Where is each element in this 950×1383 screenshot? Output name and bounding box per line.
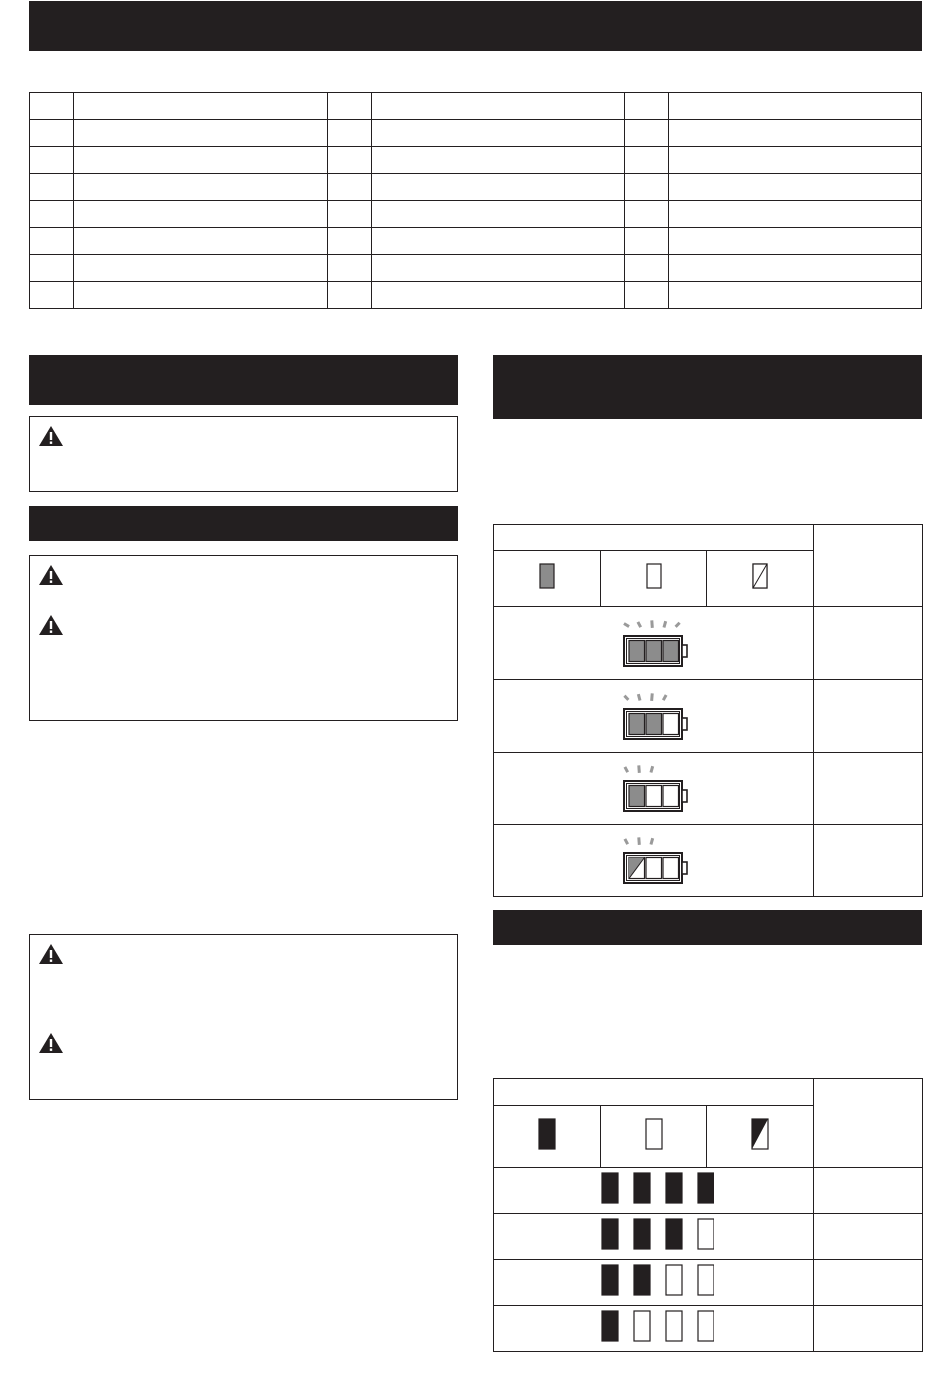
- blink-ray: [624, 839, 627, 844]
- page-header-bar: [29, 1, 922, 51]
- table-cell: [73, 228, 327, 255]
- right-section1-title: [493, 355, 922, 383]
- indicator-row-3: [494, 753, 814, 825]
- table-cell: [625, 147, 669, 174]
- lamp-table-header: [494, 1079, 814, 1106]
- table-cell: [625, 174, 669, 201]
- warning-icon: [38, 564, 64, 586]
- lamp-lit: [602, 1311, 618, 1341]
- left-section2-bar: [29, 506, 458, 541]
- lamp-row-4: [494, 1306, 814, 1352]
- warning-box-1: [29, 416, 458, 492]
- warning-icon: [38, 1032, 64, 1054]
- lamp-lit: [634, 1173, 650, 1203]
- table-row: [30, 147, 922, 174]
- table-cell: [73, 255, 327, 282]
- lamps-2-lit-icon: [594, 1262, 714, 1298]
- legend-off: [601, 551, 707, 607]
- table-cell: [371, 228, 625, 255]
- parts-table: [29, 92, 922, 309]
- lamp-lit: [666, 1219, 682, 1249]
- remaining-1: [814, 607, 923, 680]
- warning-box-2: [29, 555, 458, 721]
- table-row: [30, 93, 922, 120]
- lamp-lit: [602, 1265, 618, 1295]
- battery-cell-off: [646, 858, 662, 879]
- table-row: [30, 120, 922, 147]
- table-cell: [30, 93, 74, 120]
- remaining-2: [814, 680, 923, 753]
- table-cell: [669, 120, 922, 147]
- table-cell: [73, 282, 327, 309]
- table-cell: [625, 282, 669, 309]
- battery-cell-off: [646, 786, 662, 807]
- table-cell: [30, 228, 74, 255]
- lamp-off: [698, 1265, 714, 1295]
- right-section1-text: [493, 430, 922, 515]
- remaining-4: [814, 825, 923, 897]
- battery-terminal: [682, 862, 687, 874]
- battery-cell-off: [663, 713, 679, 734]
- blink-ray: [650, 838, 652, 844]
- legend-lit: [494, 551, 601, 607]
- lamp-remaining-4: [814, 1306, 923, 1352]
- table-cell: [371, 282, 625, 309]
- indicator-row-1: [494, 607, 814, 680]
- table-cell: [30, 147, 74, 174]
- battery-cell-lit: [646, 640, 662, 661]
- blink-ray: [624, 767, 627, 772]
- blink-ray: [663, 694, 666, 699]
- battery-2-bars-icon: [614, 685, 694, 743]
- legend-blinking: [707, 551, 814, 607]
- table-cell: [669, 201, 922, 228]
- left-body-text: [29, 735, 458, 920]
- blink-ray: [624, 695, 628, 699]
- warning-icon: [38, 425, 64, 447]
- lamp-lit: [634, 1219, 650, 1249]
- lamp-row-3: [494, 1260, 814, 1306]
- blink-ray: [638, 765, 639, 772]
- table-cell: [669, 255, 922, 282]
- left-section2-title: [29, 506, 458, 522]
- lamp-off: [634, 1311, 650, 1341]
- lamp-lit: [602, 1219, 618, 1249]
- battery-cell-lit: [646, 713, 662, 734]
- table-cell: [371, 93, 625, 120]
- table-cell: [371, 147, 625, 174]
- table-cell: [30, 174, 74, 201]
- battery-terminal: [682, 718, 687, 730]
- lamp-row-2: [494, 1214, 814, 1260]
- table-cell: [327, 120, 371, 147]
- table-row: [30, 282, 922, 309]
- table-cell: [327, 201, 371, 228]
- lamp-lit: [666, 1173, 682, 1203]
- table-cell: [371, 255, 625, 282]
- indicator-table-header: [494, 525, 814, 551]
- blink-ray: [638, 694, 640, 700]
- lamp-remaining-1: [814, 1168, 923, 1214]
- lamp-off-icon: [646, 563, 662, 589]
- lamps-1-lit-icon: [594, 1308, 714, 1344]
- battery-cell-off: [663, 786, 679, 807]
- battery-cell-off: [663, 858, 679, 879]
- table-cell: [73, 147, 327, 174]
- table-cell: [371, 174, 625, 201]
- table-cell: [669, 147, 922, 174]
- lamp-remaining-header: [814, 1079, 923, 1168]
- lamp-off: [666, 1265, 682, 1295]
- indicator-row-4: [494, 825, 814, 897]
- table-row: [30, 228, 922, 255]
- battery-cell-lit: [629, 713, 645, 734]
- table-cell: [73, 174, 327, 201]
- blink-ray: [651, 693, 652, 700]
- battery-3-bars-icon: [614, 612, 694, 670]
- lamp-lit: [602, 1173, 618, 1203]
- lamp-lit: [634, 1265, 650, 1295]
- table-cell: [327, 255, 371, 282]
- blink-ray: [675, 622, 679, 626]
- lamp-off: [698, 1311, 714, 1341]
- table-cell: [625, 120, 669, 147]
- battery-cell-lit: [663, 640, 679, 661]
- left-section1-title: [29, 355, 458, 383]
- battery-terminal: [682, 790, 687, 802]
- blink-ray: [651, 620, 652, 627]
- lamp-lit-icon: [539, 563, 555, 589]
- table-cell: [327, 93, 371, 120]
- table-row: [30, 201, 922, 228]
- table-row: [30, 255, 922, 282]
- table-cell: [30, 201, 74, 228]
- lamp-lit-icon: [538, 1118, 556, 1150]
- table-cell: [327, 174, 371, 201]
- lamp-indicator-table: [493, 1078, 923, 1352]
- lamp-lit: [698, 1173, 714, 1203]
- table-cell: [73, 93, 327, 120]
- table-cell: [327, 147, 371, 174]
- indicator-row-2: [494, 680, 814, 753]
- remaining-capacity-header: [814, 525, 923, 607]
- table-cell: [669, 93, 922, 120]
- table-cell: [625, 93, 669, 120]
- battery-1-bar-icon: [614, 757, 694, 815]
- battery-terminal: [682, 645, 687, 657]
- lamps-4-lit-icon: [594, 1170, 714, 1206]
- blink-ray: [638, 837, 639, 844]
- battery-blinking-icon: [614, 829, 694, 887]
- table-cell: [327, 228, 371, 255]
- table-cell: [669, 282, 922, 309]
- lamp-blinking-icon: [752, 563, 768, 589]
- warning-icon: [38, 614, 64, 636]
- page-header-title: [29, 1, 922, 29]
- table-cell: [30, 255, 74, 282]
- table-cell: [371, 201, 625, 228]
- table-cell: [625, 228, 669, 255]
- blink-ray: [650, 766, 652, 772]
- table-cell: [30, 120, 74, 147]
- table-cell: [625, 255, 669, 282]
- table-cell: [669, 228, 922, 255]
- lamp-blinking-icon: [751, 1118, 769, 1150]
- lamp-legend-blinking: [707, 1106, 814, 1168]
- remaining-3: [814, 753, 923, 825]
- table-cell: [371, 120, 625, 147]
- lamps-3-lit-icon: [594, 1216, 714, 1252]
- lamp-remaining-2: [814, 1214, 923, 1260]
- lamp-legend-lit: [494, 1106, 601, 1168]
- battery-cell-lit: [629, 786, 645, 807]
- table-cell: [669, 174, 922, 201]
- left-section1-bar: [29, 355, 458, 405]
- blink-ray: [637, 621, 640, 626]
- right-section2-text: [493, 955, 922, 1070]
- table-cell: [625, 201, 669, 228]
- table-cell: [30, 282, 74, 309]
- warning-icon: [38, 943, 64, 965]
- right-section1-bar: [493, 355, 922, 419]
- table-cell: [73, 120, 327, 147]
- lamp-off-icon: [645, 1118, 663, 1150]
- blink-ray: [623, 623, 628, 626]
- right-section2-title: [493, 910, 922, 926]
- lamp-off: [666, 1311, 682, 1341]
- lamp-off: [698, 1219, 714, 1249]
- lamp-legend-off: [601, 1106, 707, 1168]
- battery-indicator-table: [493, 524, 923, 897]
- table-cell: [73, 201, 327, 228]
- blink-ray: [663, 621, 665, 627]
- table-row: [30, 174, 922, 201]
- table-cell: [327, 282, 371, 309]
- battery-cell-lit: [629, 640, 645, 661]
- warning-box-3: [29, 934, 458, 1100]
- lamp-row-1: [494, 1168, 814, 1214]
- right-section2-bar: [493, 910, 922, 945]
- lamp-remaining-3: [814, 1260, 923, 1306]
